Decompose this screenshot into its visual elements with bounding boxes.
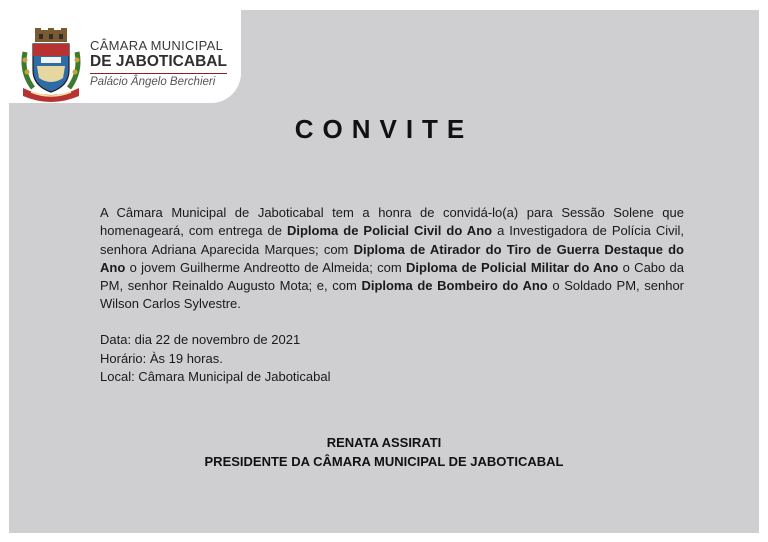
body-text-part: o Cabo da PM, senhor Reinaldo Augusto Mota; e, com (100, 259, 685, 294)
coat-of-arms-icon (19, 26, 83, 106)
body-text-part: a Investigadora de Polícia Civil, senhora Adriana Aparecida Marques; com (100, 223, 685, 257)
signatory-name: RENATA ASSIRATI (326, 435, 442, 450)
honor-title: Diploma de Atirador do Tiro de Guerra Destaque do Ano (100, 241, 685, 275)
event-location: Local: Câmara Municipal de Jaboticabal (100, 369, 331, 385)
event-details (100, 331, 331, 387)
signature-block (0, 433, 768, 471)
org-name-line1: CÂMARA MUNICIPAL (90, 38, 224, 53)
honor-title: Diploma de Policial Civil do Ano (286, 223, 493, 239)
body-text-part: A Câmara Municipal de Jaboticabal tem a honra de convidá-lo(a) para Sessão Solene que homenageará, com entrega de (100, 205, 684, 239)
invitation-body (100, 204, 684, 314)
event-date: Data: dia 22 de novembro de 2021 (100, 332, 301, 347)
event-time: Horário: Às 19 horas. (100, 350, 223, 366)
body-text-part: o jovem Guilherme Andreotto de Almeida; com (125, 259, 406, 275)
logo-card (9, 10, 241, 103)
document-title: CONVITE (294, 114, 474, 144)
honor-title: Diploma de Bombeiro do Ano (361, 278, 548, 294)
signatory-role: PRESIDENTE DA CÂMARA MUNICIPAL DE JABOTICABAL (204, 454, 564, 469)
org-name-line2: DE JABOTICABAL (90, 53, 227, 74)
body-text-part: o Soldado PM, senhor Wilson Carlos Sylvestre. (100, 278, 685, 312)
org-building-name: Palácio Ângelo Berchieri (90, 76, 216, 88)
logo-text (90, 38, 240, 90)
honor-title: Diploma de Policial Militar do Ano (406, 259, 619, 275)
